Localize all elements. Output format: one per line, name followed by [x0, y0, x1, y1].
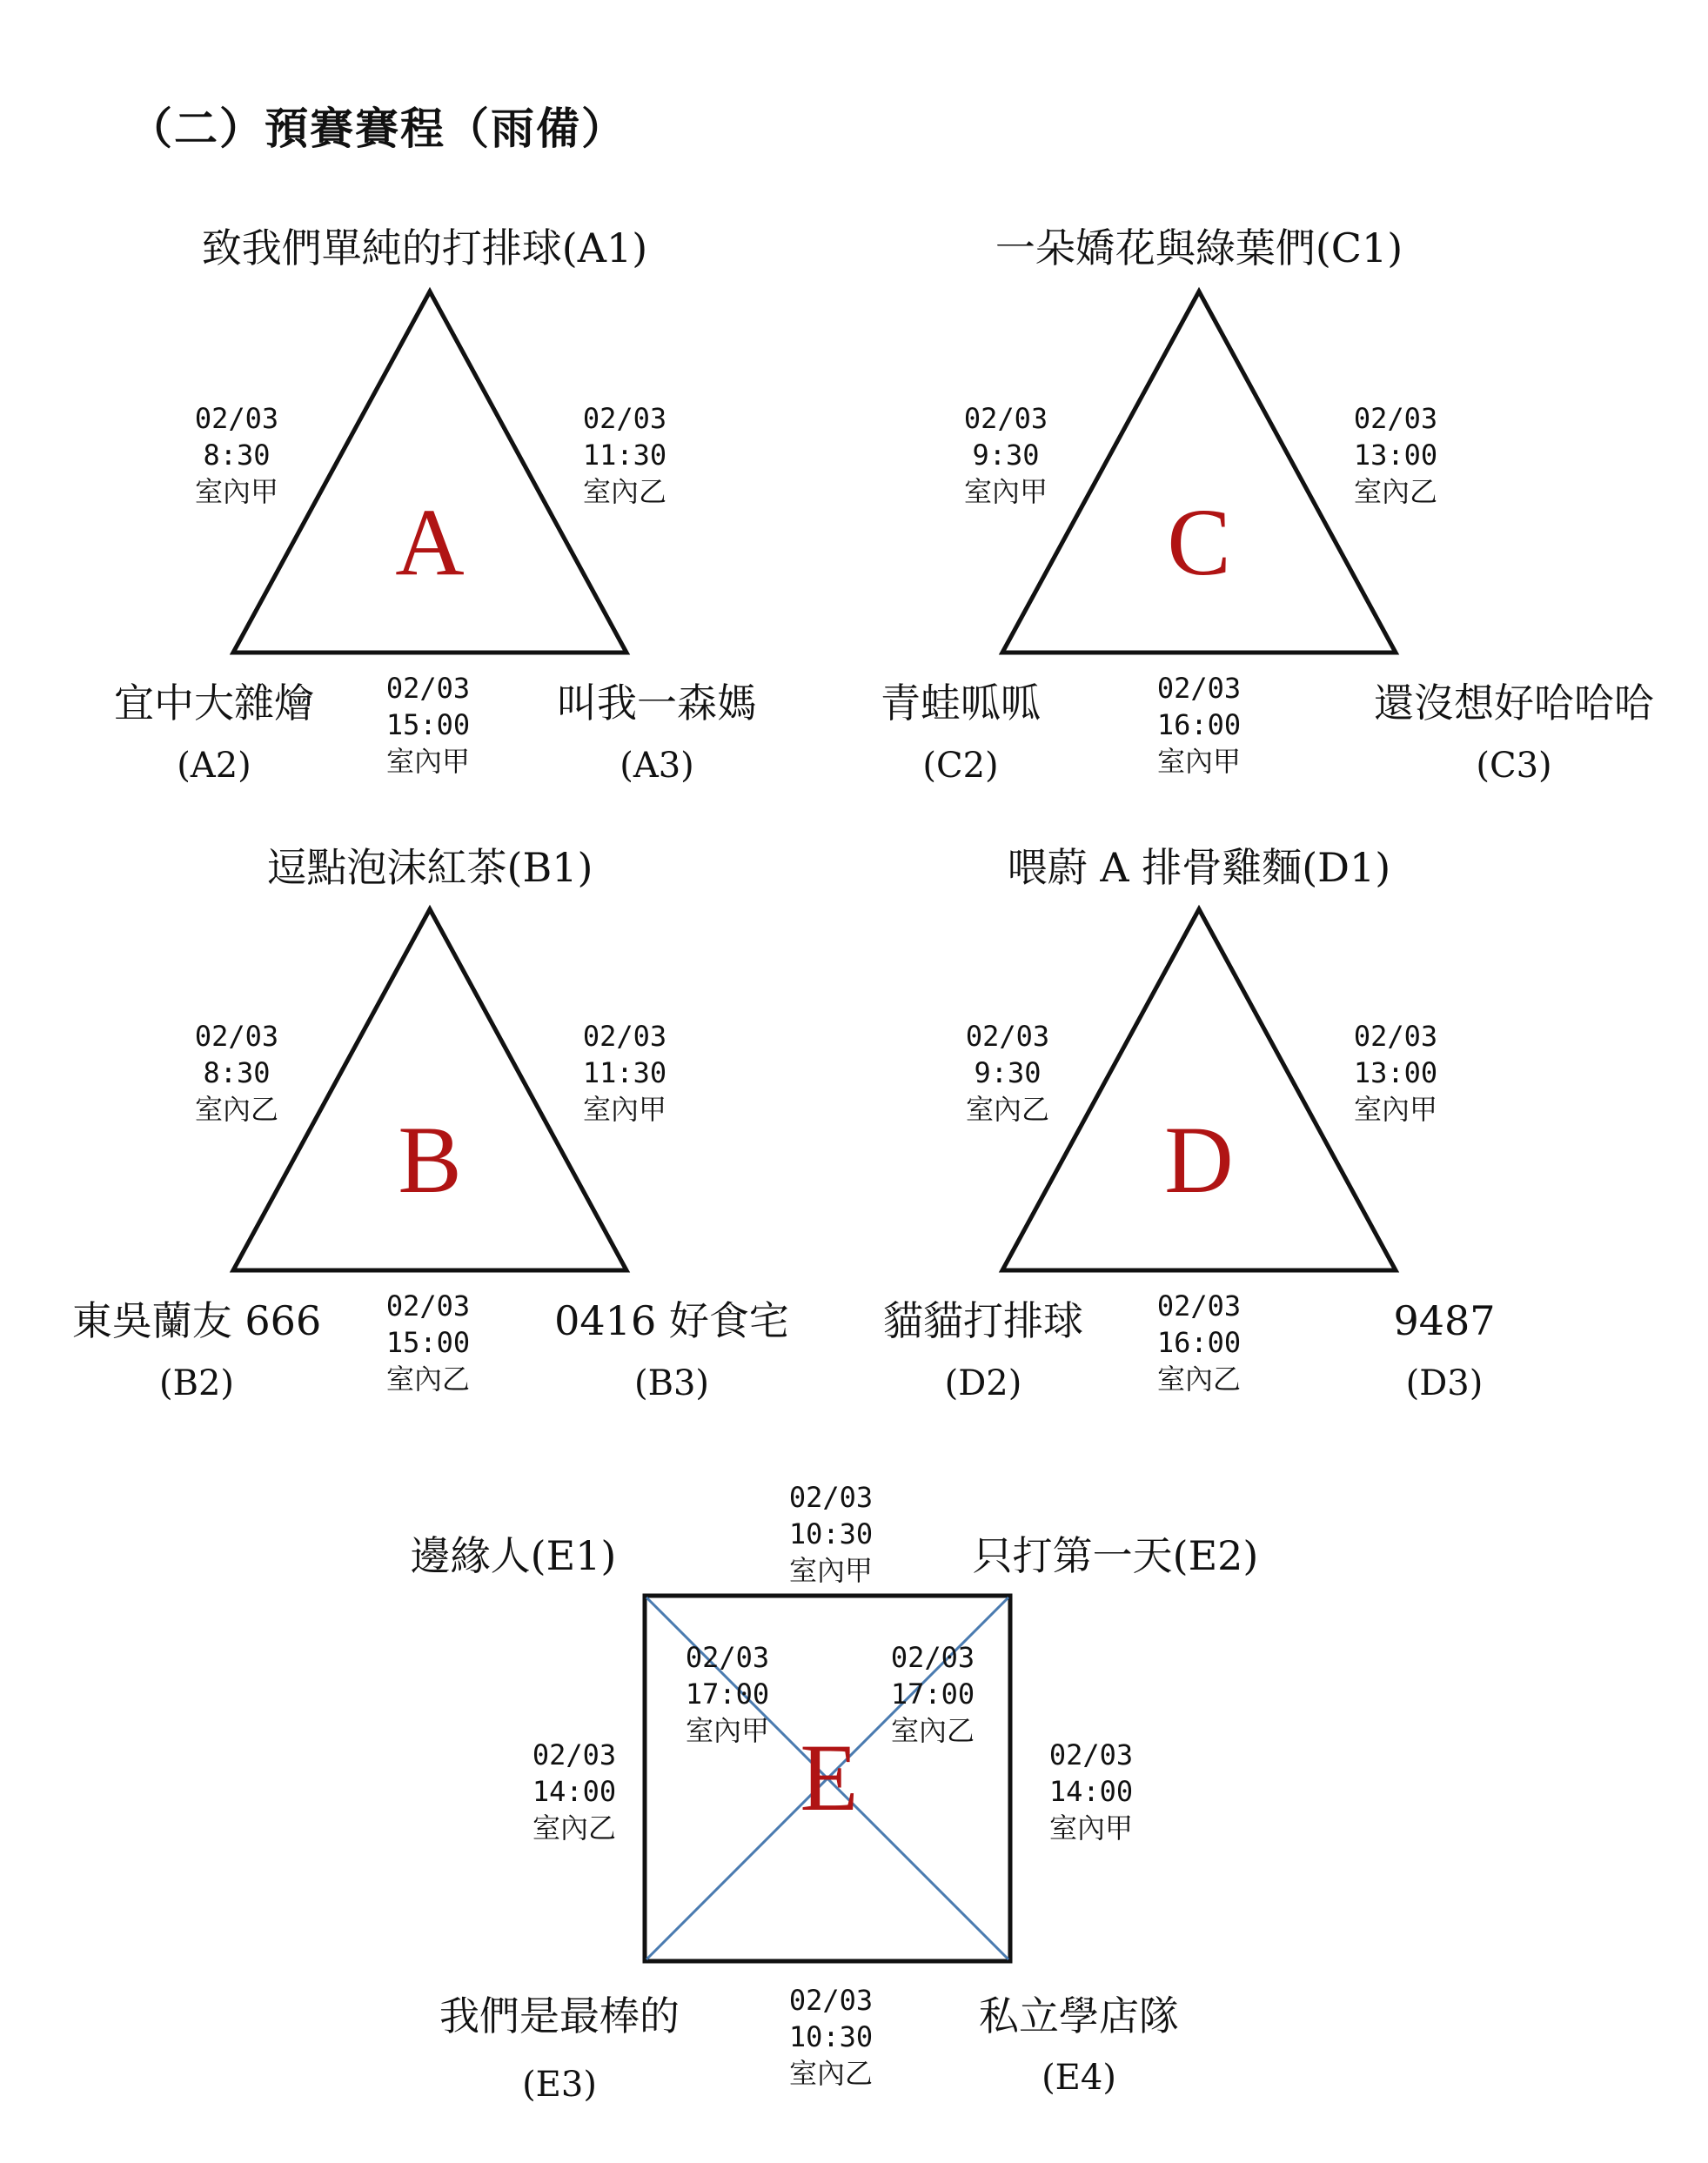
group-b-left-code: (B2): [158, 1363, 235, 1403]
group-a-triangle: [233, 291, 626, 653]
group-e-e3-team: 我們是最棒的: [439, 1992, 680, 2039]
match-date: 02/03: [582, 1020, 667, 1053]
group-e-diag-left-match: [686, 1639, 769, 1749]
group-d-top-team: 喂蔚 A 排骨雞麵(D1): [1007, 844, 1391, 891]
group-c-triangle: [1002, 291, 1396, 653]
group-a-right-match: [583, 400, 666, 510]
group-d-left-team: 貓貓打排球: [883, 1297, 1083, 1344]
group-d-letter: D: [1164, 1107, 1234, 1213]
group-e-e1-team: 邊緣人(E1): [410, 1532, 617, 1579]
match-time: 10:30: [788, 2020, 874, 2053]
match-venue: 室內甲: [194, 475, 279, 508]
match-date: 02/03: [194, 1020, 279, 1053]
group-e-e3-code: (E3): [522, 2065, 597, 2105]
group-c-right-match: [1354, 400, 1437, 510]
match-time: 17:00: [890, 1677, 975, 1711]
group-a-bottom-match: [386, 670, 470, 780]
match-venue: 室內乙: [890, 1714, 975, 1747]
group-c-bottom-match: [1157, 670, 1241, 780]
group-b-bottom-match: [386, 1288, 470, 1397]
match-venue: 室內甲: [788, 1554, 874, 1587]
group-d-triangle: [1002, 909, 1396, 1270]
group-e-bottom-match: [789, 1982, 873, 2092]
match-venue: 室內甲: [963, 475, 1048, 508]
match-time: 14:00: [1048, 1775, 1134, 1808]
group-b-triangle: [233, 909, 626, 1270]
group-c-left-team: 青蛙呱呱: [881, 680, 1041, 727]
group-b-left-match: [195, 1018, 278, 1128]
group-e-top-match: [789, 1479, 873, 1589]
group-e-left-match: [532, 1737, 616, 1846]
group-e-letter: E: [800, 1724, 859, 1831]
match-date: 02/03: [788, 1984, 874, 2017]
match-date: 02/03: [1156, 1289, 1242, 1323]
match-date: 02/03: [1353, 1020, 1438, 1053]
group-d-bottom-match: [1157, 1288, 1241, 1397]
group-d-left-match: [966, 1018, 1049, 1128]
match-venue: 室內乙: [1156, 1363, 1242, 1396]
group-a-left-code: (A2): [177, 746, 251, 786]
group-a-left-team: 宜中大雜燴: [114, 680, 314, 727]
group-c-left-code: (C2): [922, 746, 999, 786]
match-date: 02/03: [963, 402, 1048, 435]
match-date: 02/03: [582, 402, 667, 435]
match-date: 02/03: [1156, 672, 1242, 705]
group-c-left-match: [964, 400, 1048, 510]
match-venue: 室內乙: [532, 1811, 617, 1845]
group-d-right-team: 9487: [1393, 1297, 1496, 1344]
match-time: 17:00: [685, 1677, 770, 1711]
match-date: 02/03: [194, 402, 279, 435]
match-date: 02/03: [532, 1738, 617, 1771]
match-venue: 室內乙: [788, 2057, 874, 2090]
group-b-right-code: (B3): [633, 1363, 710, 1403]
match-time: 9:30: [974, 1056, 1042, 1089]
match-time: 14:00: [532, 1775, 617, 1808]
match-time: 16:00: [1156, 1326, 1242, 1359]
match-time: 8:30: [203, 1056, 271, 1089]
match-venue: 室內甲: [1048, 1811, 1134, 1845]
group-a-top-team: 致我們單純的打排球(A1): [201, 224, 648, 271]
group-b-letter: B: [398, 1107, 462, 1213]
match-date: 02/03: [685, 1641, 770, 1674]
match-date: 02/03: [965, 1020, 1050, 1053]
match-time: 15:00: [385, 708, 471, 741]
match-date: 02/03: [1048, 1738, 1134, 1771]
page-title: （二）預賽賽程（雨備）: [129, 103, 626, 154]
group-e-right-match: [1049, 1737, 1133, 1846]
match-time: 10:30: [788, 1517, 874, 1550]
match-venue: 室內乙: [385, 1363, 471, 1396]
match-date: 02/03: [385, 1289, 471, 1323]
group-e-e4-code: (E4): [1042, 2058, 1116, 2098]
match-time: 15:00: [385, 1326, 471, 1359]
match-date: 02/03: [1353, 402, 1438, 435]
group-b-right-team: 0416 好食宅: [554, 1297, 789, 1344]
group-d-right-code: (D3): [1405, 1363, 1484, 1403]
group-c-letter: C: [1167, 489, 1231, 595]
match-venue: 室內乙: [965, 1093, 1050, 1126]
match-venue: 室內甲: [685, 1714, 770, 1747]
match-venue: 室內甲: [582, 1093, 667, 1126]
group-a-right-code: (A3): [620, 746, 694, 786]
match-venue: 室內甲: [1156, 745, 1242, 778]
match-venue: 室內乙: [194, 1093, 279, 1126]
match-time: 13:00: [1353, 1056, 1438, 1089]
group-b-left-team: 東吳蘭友 666: [71, 1297, 322, 1344]
match-time: 13:00: [1353, 439, 1438, 472]
match-venue: 室內甲: [385, 745, 471, 778]
match-venue: 室內乙: [1353, 475, 1438, 508]
match-venue: 室內乙: [582, 475, 667, 508]
group-d-right-match: [1354, 1018, 1437, 1128]
group-e-diag-right-match: [891, 1639, 975, 1749]
group-e-e4-team: 私立學店隊: [979, 1992, 1179, 2039]
match-venue: 室內甲: [1353, 1093, 1438, 1126]
match-time: 11:30: [582, 1056, 667, 1089]
group-d-left-code: (D2): [944, 1363, 1022, 1403]
group-c-top-team: 一朵嬌花與綠葉們(C1): [995, 224, 1403, 271]
match-date: 02/03: [788, 1481, 874, 1514]
match-time: 11:30: [582, 439, 667, 472]
group-c-right-code: (C3): [1476, 746, 1552, 786]
group-a-left-match: [195, 400, 278, 510]
group-b-top-team: 逗點泡沫紅茶(B1): [266, 844, 593, 891]
group-a-right-team: 叫我一森媽: [557, 680, 757, 727]
group-c-right-team: 還沒想好哈哈哈: [1374, 680, 1654, 727]
match-time: 8:30: [203, 439, 271, 472]
group-e-e2-team: 只打第一天(E2): [972, 1532, 1259, 1579]
match-time: 16:00: [1156, 708, 1242, 741]
match-time: 9:30: [972, 439, 1040, 472]
match-date: 02/03: [890, 1641, 975, 1674]
group-b-right-match: [583, 1018, 666, 1128]
group-a-letter: A: [395, 489, 465, 595]
match-date: 02/03: [385, 672, 471, 705]
